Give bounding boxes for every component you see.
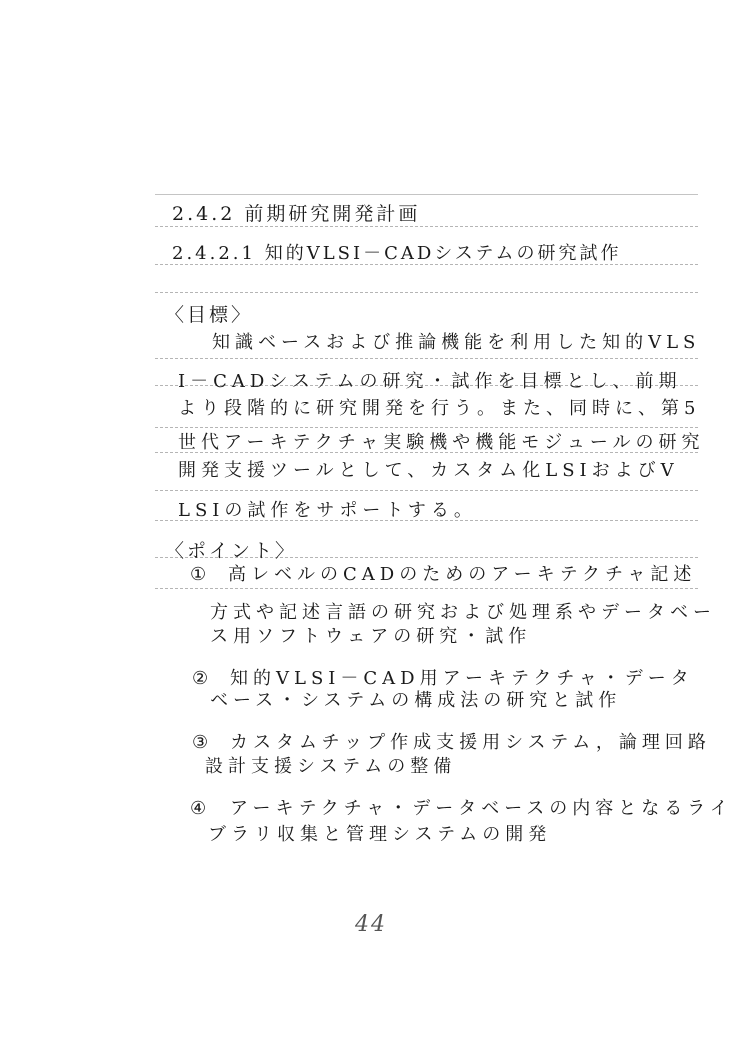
goal-line: より段階的に研究開発を行う。また、同時に、第5 [178,398,701,419]
subsection-title: 2.4.2.1 知的VLSI－CADシステムの研究試作 [172,243,622,264]
ruled-line [155,292,698,293]
point-marker: ③ [192,732,214,753]
goal-heading: 〈目標〉 [165,304,254,326]
point-line: 方式や記述言語の研究および処理系やデータベー [210,602,716,623]
point-marker: ① [190,564,212,585]
point-line: 高レベルのCADのためのアーキテクチャ記述 [228,564,697,585]
points-heading: 〈ポイント〉 [165,540,298,562]
goal-line: 開発支援ツールとして、カスタム化LSIおよびV [178,460,679,481]
section-title: 2.4.2 前期研究開発計画 [172,203,421,225]
goal-line: 世代アーキテクチャ実験機や機能モジュールの研究 [178,432,705,453]
ruled-line [155,194,698,195]
point-line: アーキテクチャ・データベースの内容となるライ [230,798,733,819]
ruled-line [155,490,698,491]
ruled-line [155,358,698,359]
point-line: 設計支援システムの整備 [205,756,457,777]
point-marker: ② [192,668,214,689]
point-line: 知的VLSI－CAD用アーキテクチャ・データ [230,668,694,689]
point-marker: ④ [190,798,212,819]
goal-line: LSIの試作をサポートする。 [178,500,477,521]
point-line: ベース・システムの構成法の研究と試作 [210,690,622,711]
page-number: 44 [355,912,387,937]
ruled-line [155,588,698,589]
point-line: ス用ソフトウェアの研究・試作 [210,626,532,647]
goal-line: 知識ベースおよび推論機能を利用した知的VLS [212,332,701,353]
goal-line: I－CADシステムの研究・試作を目標とし、前期 [178,371,682,392]
point-line: カスタムチップ作成支援用システム，論理回路 [230,732,711,753]
ruled-line [155,226,698,227]
ruled-line [155,427,698,428]
point-line: ブラリ収集と管理システムの開発 [208,824,552,845]
